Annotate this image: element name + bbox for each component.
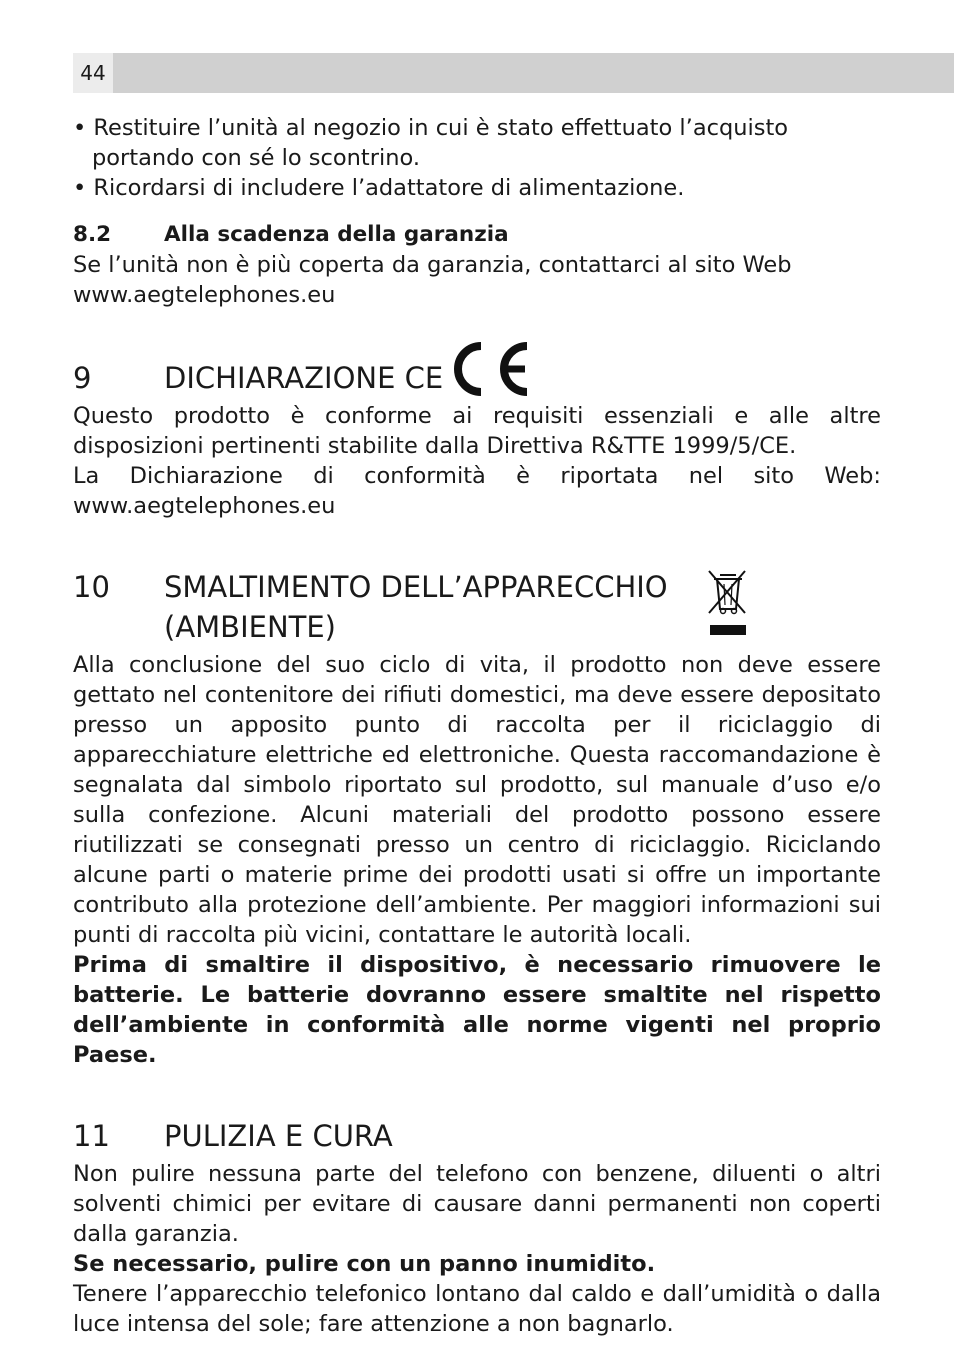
section-8-2-url: www.aegtelephones.eu <box>73 282 336 308</box>
section-10-heading <box>73 567 881 647</box>
ce-mark-icon <box>447 340 529 398</box>
section-number: 10 <box>73 570 110 604</box>
bullet-item: • Restituire l’unità al negozio in cui è stato effettuato l’acquisto portando con sé lo scontrino. <box>73 115 789 171</box>
section-title: DICHIARAZIONE CE <box>164 361 444 395</box>
section-number: 11 <box>73 1119 110 1153</box>
section-title: PULIZIA E CURA <box>164 1119 393 1153</box>
section-9-paragraph: La Dichiarazione di conformità è riportata nel sito Web: www.aegtelephones.eu <box>73 463 881 519</box>
section-8-2-text: Se l’unità non è più coperta da garanzia, contattarci al sito Web <box>73 252 792 278</box>
section-11-paragraph: Non pulire nessuna parte del telefono con benzene, diluenti o altri solventi chimici per evitare di causare danni permanenti non coperti dalla garanzia. <box>73 1161 881 1247</box>
section-number: 9 <box>73 361 92 395</box>
section-10-title-row <box>73 567 881 607</box>
section-number: 8.2 <box>73 222 112 247</box>
section-10-paragraph: Alla conclusione del suo ciclo di vita, il prodotto non deve essere gettato nel contenitore dei rifiuti domestici, ma deve essere depositato presso un apposito punto di raccolta per il riciclaggio di apparecchiature elettriche ed elettroniche. Questa raccomandazione è segnalata dal simbolo riportato sul prodotto, sul manuale d’uso e/o sulla confezione. Alcuni materiali del prodotto possono essere riutilizzati se consegnati presso un centro di riciclaggio. Riciclando alcune parti o materie prime dei prodotti usati si offre un importante contributo alla protezione dell’ambiente. Per maggiori informazioni sui punti di raccolta più vicini, contattare le autorità locali. <box>73 652 881 948</box>
bullet-item: • Ricordarsi di includere l’adattatore di alimentazione. <box>73 175 685 201</box>
section-11-heading <box>73 1116 881 1156</box>
section-8-2-heading <box>73 220 881 250</box>
crossed-bin-icon <box>707 567 749 637</box>
section-subtitle: (AMBIENTE) <box>164 610 336 644</box>
section-title: SMALTIMENTO DELL’APPARECCHIO <box>164 570 668 604</box>
section-9-heading <box>73 340 881 398</box>
header-bar <box>73 53 954 93</box>
section-11-bold-note: Se necessario, pulire con un panno inumidito. <box>73 1251 656 1277</box>
page-number: 44 <box>73 53 113 93</box>
page-content <box>73 113 881 1339</box>
section-10-warning: Prima di smaltire il dispositivo, è necessario rimuovere le batterie. Le batterie dovranno essere smaltite nel rispetto dell’ambiente in conformità alle norme vigenti nel proprio Paese. <box>73 952 881 1068</box>
section-title: Alla scadenza della garanzia <box>164 222 509 247</box>
section-10-title-row <box>73 607 881 647</box>
section-11-paragraph: Tenere l’apparecchio telefonico lontano dal caldo e dall’umidità o dalla luce intensa del sole; fare attenzione a non bagnarlo. <box>73 1281 881 1337</box>
section-9-paragraph: Questo prodotto è conforme ai requisiti essenziali e alle altre disposizioni pertinenti stabilite dalla Direttiva R&TTE 1999/5/CE. <box>73 403 881 459</box>
